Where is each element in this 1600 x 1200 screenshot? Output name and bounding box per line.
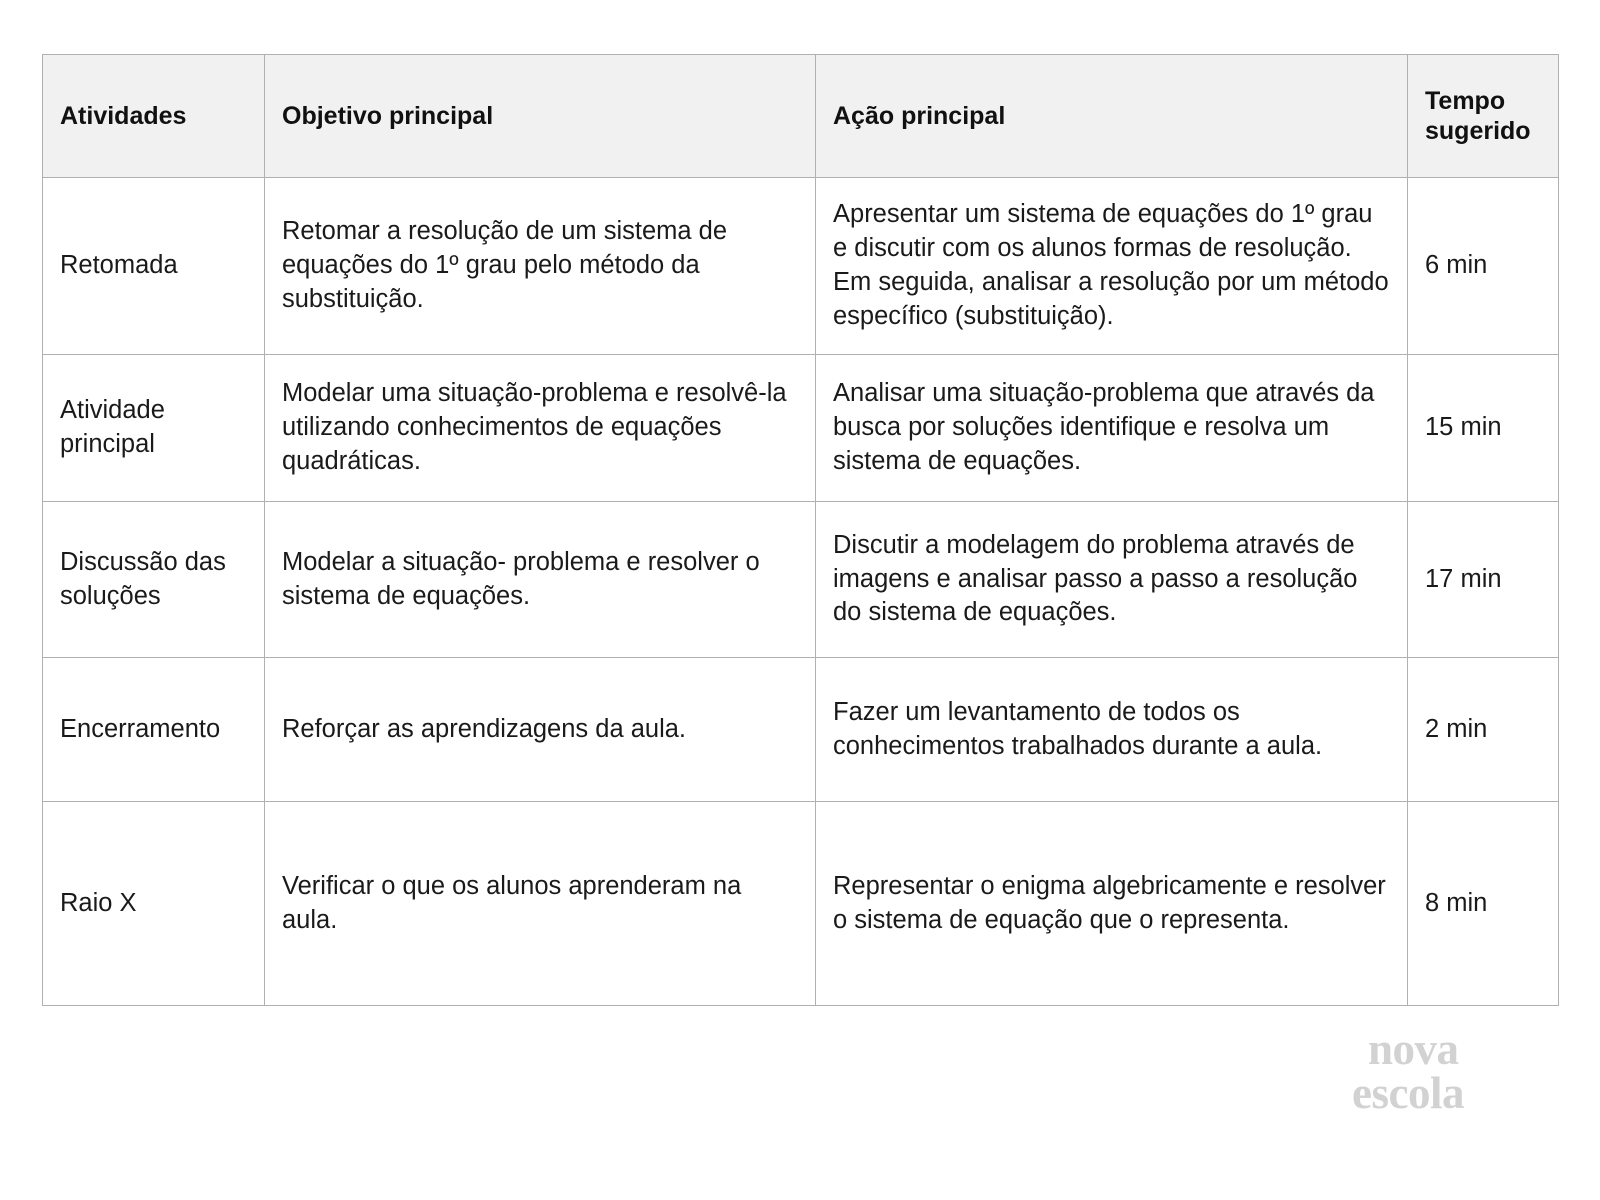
cell-acao-text: Discutir a modelagem do problema através de imagens e analisar passo a passo a resolução do sistema de equações. [833, 530, 1358, 627]
table-header-row [43, 55, 1559, 178]
column-header-acao-principal [816, 55, 1408, 178]
cell-objetivo-text: Modelar a situação- problema e resolver o sistema de equações. [282, 547, 760, 610]
table-row [43, 355, 1559, 502]
cell-objetivo [265, 502, 816, 658]
cell-acao-text: Analisar uma situação-problema que através da busca por soluções identifique e resolva um sistema de equações. [833, 379, 1375, 475]
cell-tempo-text: 8 min [1425, 888, 1488, 917]
table-header [43, 55, 1559, 178]
cell-acao-text: Apresentar um sistema de equações do 1º grau e discutir com os alunos formas de resolução. Em seguida, analisar a resolução por um método específico (substituição). [833, 200, 1389, 330]
cell-objetivo [265, 802, 816, 1006]
logo-line-escola: escola [1352, 1067, 1464, 1118]
table-body [43, 178, 1559, 1006]
cell-tempo [1408, 502, 1559, 658]
cell-atividade [43, 355, 265, 502]
cell-acao [816, 178, 1408, 355]
cell-tempo [1408, 658, 1559, 802]
cell-objetivo [265, 658, 816, 802]
cell-objetivo [265, 355, 816, 502]
cell-tempo [1408, 355, 1559, 502]
cell-acao-text: Representar o enigma algebricamente e resolver o sistema de equação que o representa. [833, 871, 1386, 934]
cell-objetivo-text: Retomar a resolução de um sistema de equações do 1º grau pelo método da substituição. [282, 217, 728, 313]
cell-atividade-text: Raio X [60, 888, 137, 917]
cell-acao [816, 658, 1408, 802]
cell-objetivo [265, 178, 816, 355]
cell-objetivo-text: Verificar o que os alunos aprenderam na aula. [282, 871, 742, 934]
cell-atividade [43, 502, 265, 658]
column-header-tempo-sugerido [1408, 55, 1559, 178]
cell-atividade-text: Encerramento [60, 714, 221, 743]
nova-escola-logo [1352, 1024, 1532, 1118]
lesson-plan-table-container [42, 54, 1558, 1006]
cell-acao [816, 502, 1408, 658]
column-header-objetivo-principal-label: Objetivo principal [282, 101, 494, 130]
column-header-atividades-label: Atividades [60, 101, 187, 130]
column-header-atividades [43, 55, 265, 178]
cell-tempo-text: 6 min [1425, 251, 1488, 280]
logo-line-nova: nova [1368, 1024, 1459, 1074]
table-row [43, 178, 1559, 355]
cell-tempo-text: 2 min [1425, 714, 1488, 743]
column-header-objetivo-principal [265, 55, 816, 178]
cell-atividade [43, 802, 265, 1006]
column-header-tempo-sugerido-label: Tempo sugerido [1425, 86, 1531, 145]
cell-tempo-text: 15 min [1425, 413, 1502, 442]
column-header-acao-principal-label: Ação principal [833, 101, 1006, 130]
cell-objetivo-text: Reforçar as aprendizagens da aula. [282, 714, 687, 743]
cell-acao [816, 355, 1408, 502]
cell-atividade-text: Discussão das soluções [60, 547, 226, 610]
cell-acao [816, 802, 1408, 1006]
table-row [43, 658, 1559, 802]
cell-atividade [43, 178, 265, 355]
cell-acao-text: Fazer um levantamento de todos os conhecimentos trabalhados durante a aula. [833, 697, 1323, 760]
cell-atividade [43, 658, 265, 802]
cell-tempo-text: 17 min [1425, 564, 1502, 593]
cell-objetivo-text: Modelar uma situação-problema e resolvê-la utilizando conhecimentos de equações quadráticas. [282, 379, 787, 475]
cell-atividade-text: Retomada [60, 251, 178, 280]
lesson-plan-table [42, 54, 1559, 1006]
cell-tempo [1408, 802, 1559, 1006]
cell-atividade-text: Atividade principal [60, 396, 165, 458]
table-row [43, 502, 1559, 658]
cell-tempo [1408, 178, 1559, 355]
table-row [43, 802, 1559, 1006]
